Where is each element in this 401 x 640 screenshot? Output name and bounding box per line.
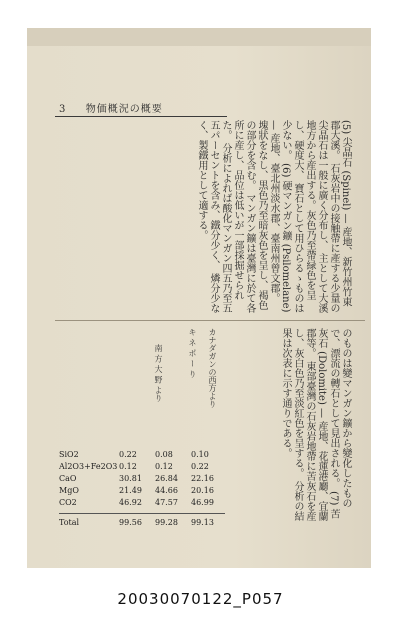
table-title: カナダガンの西方より [208, 328, 217, 408]
table-rule [59, 513, 225, 514]
image-caption: 20030070122_P057 [117, 590, 284, 608]
header-rule [55, 116, 227, 117]
page-top-strip [27, 28, 371, 46]
section-divider [55, 320, 365, 321]
upper-paragraph: (5) 尖晶石 (Spinel) — 産地、新竹州竹東郡大溪。 石灰岩中の接触帶に產する少量の尖晶石は一般に廣く分布し、 主として大溪地方から産出する。灰色乃至帶緑色を呈し、硬度大、 寶石として用ひらるゝものは少ない。 (6) 硬マンガン鑛 (Psilomelane) — 産地、臺北州淡水郡、臺南州曾文郡。 塊狀をなし、黒色乃至暗灰色を呈し、褐色の部分を含む。 マンガン鑛は臺灣に於て各所に産し、品位は低いが一部採掘せられた。 分析によれば酸化マンガン四五乃至五五パーセントを含み、鐵分少く、 燐分少なく、製鐵用として適する。 [196, 120, 351, 314]
analysis-table: カナダガンの西方より キ ネ ポ ー り 南 方 大 野 より SiO2 0.22 0.08 0.10 Al2O3+Fe2O3 0.12 0.12 0.22 CaO 30.81 26.84 22.16 MgO 21.49 44.66 20.16 CO2 46.92 47.57 46.99 Total 99.56 99.28 99.13 [57, 328, 227, 558]
running-header [59, 100, 163, 115]
document-page [27, 28, 371, 568]
lower-paragraph: のものは變マンガン鑛から變化したもので、漂流の轉石として見出される。 (7) 苦灰石 (Dolomite) — 産地、花蓮港廳、宜蘭郡等。 東部臺灣の石灰岩地帶に苦灰石を産し、灰白色乃至淡紅色を呈する。 分析の結果は次表に示す通りである。 [280, 328, 351, 522]
page-number: 3 [59, 104, 67, 115]
table-col-1-header: 南 方 大 野 より [154, 344, 163, 403]
table-col-2-header: キ ネ ポ ー り [188, 328, 197, 379]
header-title: 物価概況の概要 [85, 104, 163, 115]
